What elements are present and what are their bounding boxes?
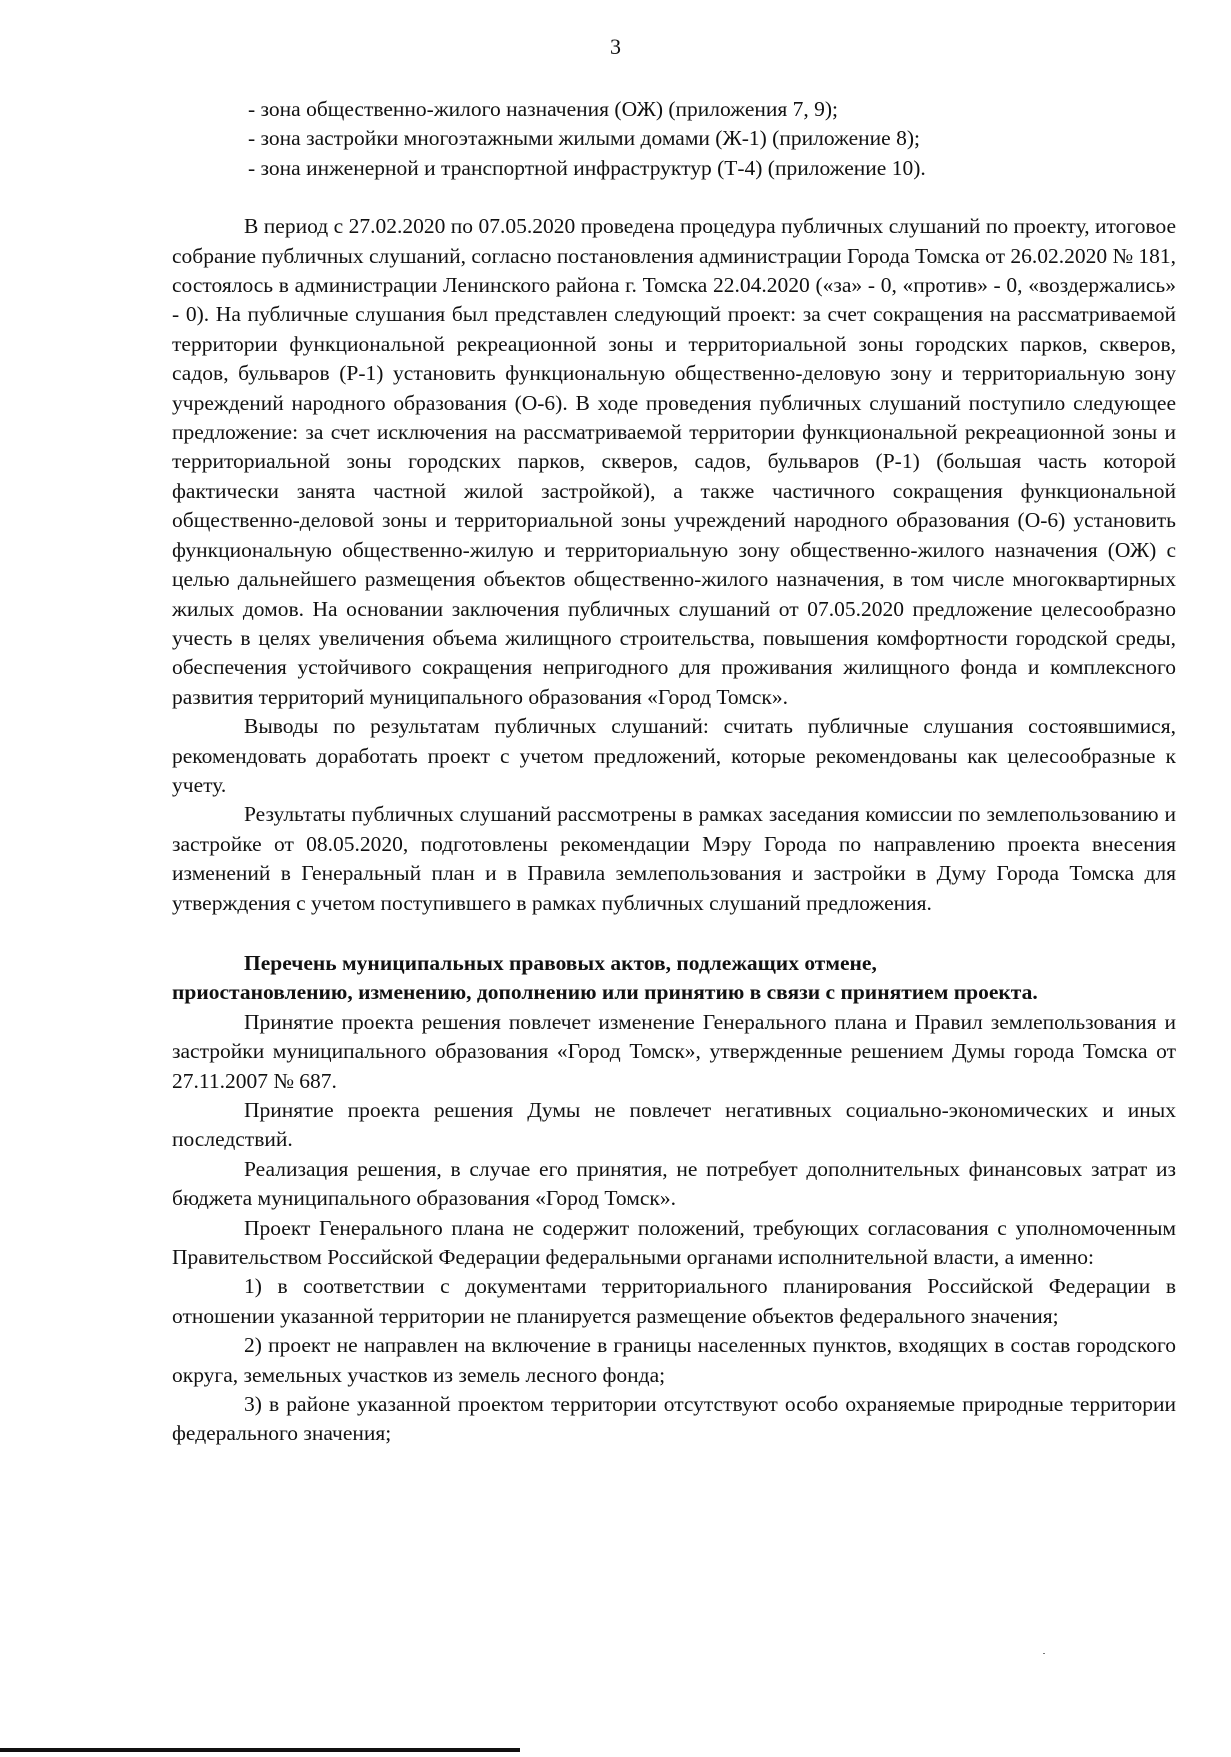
paragraph-no-negative: Принятие проекта решения Думы не повлечет негативных социально-экономических и иных последствий. (172, 1098, 1176, 1152)
section-heading: Перечень муниципальных правовых актов, подлежащих отмене, (244, 950, 877, 975)
paragraph-adoption: Принятие проекта решения повлечет изменение Генерального плана и Правил землепользования и застройки муниципального образования «Город Томск», утвержденные решением Думы города Томска от 27.11.2007 № 687. (172, 1009, 1176, 1093)
document-body (172, 95, 1176, 1449)
paragraph-no-approval: Проект Генерального плана не содержит положений, требующих согласования с уполномоченным Правительством Российской Федерации федеральными органами исполнительной власти, а именно: (172, 1215, 1176, 1270)
numbered-item: 1) в соответствии с документами территориального планирования Российской Федерации в отношении указанной территории не планируется размещение объектов федерального значения; (172, 1274, 1176, 1328)
zone-item: - зона инженерной и транспортной инфраструктур (Т-4) (приложение 10). (248, 155, 926, 180)
section-heading-continued: приостановлению, изменению, дополнению или принятию в связи с принятием проекта. (172, 980, 1038, 1005)
numbered-item: 2) проект не направлен на включение в границы населенных пунктов, входящих в состав городского округа, земельных участков из земель лесного фонда; (172, 1333, 1176, 1387)
paragraph-conclusions: Выводы по результатам публичных слушаний: считать публичные слушания состоявшимися, рекомендовать доработать проект с учетом предложений, которые рекомендованы как целесообразные к учету. (172, 714, 1176, 797)
page-number: 3 (610, 34, 621, 59)
numbered-item: 3) в районе указанной проектом территории отсутствуют особо охраняемые природные территории федерального значения; (172, 1392, 1176, 1446)
paragraph-no-costs: Реализация решения, в случае его принятия, не потребует дополнительных финансовых затрат из бюджета муниципального образования «Город Томск». (172, 1156, 1176, 1211)
zone-item: - зона застройки многоэтажными жилыми домами (Ж-1) (приложение 8); (248, 126, 920, 151)
bottom-rule (0, 1748, 520, 1752)
zone-item: - зона общественно-жилого назначения (ОЖ) (приложения 7, 9); (248, 97, 839, 121)
scan-artifact (1043, 1653, 1045, 1654)
zone-list (172, 95, 1176, 183)
paragraph-results: Результаты публичных слушаний рассмотрены в рамках заседания комиссии по землепользованию и застройке от 08.05.2020, подготовлены рекомендации Мэру Города по направлению проекта внесения изменений в Генеральный план и в Правила землепользования и застройки в Думу Города Томска для утверждения с учетом поступившего в рамках публичных слушаний предложения. (172, 802, 1176, 915)
paragraph-public-hearings: В период с 27.02.2020 по 07.05.2020 проведена процедура публичных слушаний по проекту, итоговое собрание публичных слушаний, согласно постановления администрации Города Томска от 26.02.2020 № 181, состоялось в администрации Ленинского района г. Томска 22.04.2020 («за» - 0, «против» - 0, «воздержались» - 0). На публичные слушания был представлен следующий проект: за счет сокращения на рассматриваемой территории функциональной рекреационной зоны и территориальной зоны городских парков, скверов, садов, бульваров (Р-1) установить функциональную общественно-деловую зону и территориальную зону учреждений народного образования (О-6). В ходе проведения публичных слушаний поступило следующее предложение: за счет исключения на рассматриваемой территории функциональной рекреационной зоны и территориальной зоны городских парков, скверов, садов, бульваров (Р-1) (большая часть которой фактически занята частной жилой застройкой), а также частичного сокращения функциональной общественно-деловой зоны и территориальной зоны учреждений народного образования (О-6) установить функциональную общественно-жилую и территориальную зону общественно-жилого назначения (ОЖ) с целью дальнейшего размещения объектов общественно-жилого назначения, в том числе многоквартирных жилых домов. На основании заключения публичных слушаний от 07.05.2020 предложение целесообразно учесть в целях увеличения объема жилищного строительства, повышения комфортности городской среды, обеспечения устойчивого сокращения непригодного для проживания жилищного фонда и комплексного развития территорий муниципального образования «Город Томск». (172, 214, 1176, 709)
